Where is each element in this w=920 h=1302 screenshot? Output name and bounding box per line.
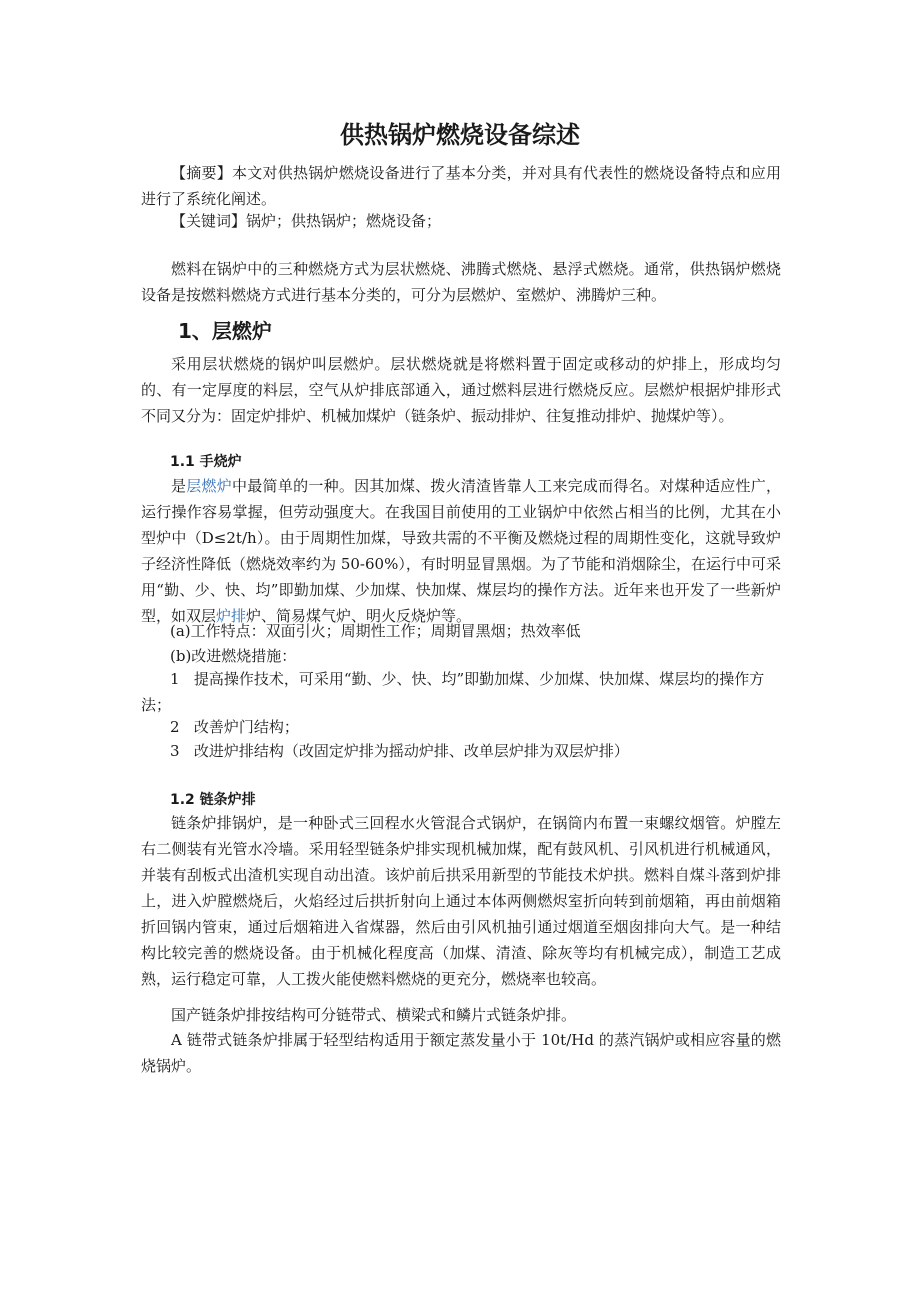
improve-heading: (b)改进燃烧措施： <box>170 647 297 665</box>
text-segment: 是 <box>171 477 187 495</box>
section-1-2-paragraph-3: A 链带式链条炉排属于轻型结构适用于额定蒸发量小于 10t/Hd 的蒸汽锅炉或相应容量的燃烧锅炉。 <box>141 1031 781 1075</box>
section-1-paragraph: 采用层状燃烧的锅炉叫层燃炉。层状燃烧就是将燃料置于固定或移动的炉排上，形成均匀的、有一定厚度的料层，空气从炉排底部通入，通过燃料层进行燃烧反应。层燃炉根据炉排形式不同又分为：固定炉排炉、机械加煤炉（链条炉、振动排炉、往复推动排炉、抛煤炉等）。 <box>141 355 781 425</box>
link-lupai[interactable]: 炉排 <box>216 607 247 625</box>
keywords: 【关键词】锅炉；供热锅炉；燃烧设备； <box>171 212 442 230</box>
feature-line: (a)工作特点：双面引火；周期性工作；周期冒黑烟；热效率低 <box>170 622 581 640</box>
section-1-heading: 1、层燃炉 <box>178 319 272 343</box>
section-1-2-paragraph: 链条炉排锅炉，是一种卧式三回程水火管混合式锅炉，在锅筒内布置一束螺纹烟管。炉膛左右二侧装有光管水冷墙。采用轻型链条炉排实现机械加煤，配有鼓风机、引风机进行机械通风，并装有刮板式出渣机实现自动出渣。该炉前后拱采用新型的节能技术炉拱。燃料自煤斗落到炉排上，进入炉膛燃烧后，火焰经过后拱折射向上通过本体两侧燃烬室折向转到前烟箱，再由前烟箱折回锅内管束，通过后烟箱进入省煤器，然后由引风机抽引通过烟道至烟囱排向大气。是一种结构比较完善的燃烧设备。由于机械化程度高（加煤、清渣、除灰等均有机械完成），制造工艺成熟，运行稳定可靠，人工拨火能使燃料燃烧的更充分，燃烧率也较高。 <box>141 814 781 988</box>
section-1-1-heading: 1.1 手烧炉 <box>170 454 242 470</box>
text-segment: 中最简单的一种。因其加煤、拨火清渣皆靠人工来完成而得名。对煤种适应性广，运行操作容易掌握，但劳动强度大。在我国目前使用的工业锅炉中依然占相当的比例，尤其在小型炉中（D≤2t/h）。由于周期性加煤，导致共需的不平衡及燃烧过程的周期性变化，这就导致炉子经济性降低（燃烧效率约为 50-60%），有时明显冒黑烟。为了节能和消烟除尘，在运行中可采用“勤、少、快、均”即勤加煤、少加煤、快加煤、煤层均的操作方法。近年来也开发了一些新炉型，如双层 <box>141 477 781 625</box>
document-title: 供热锅炉燃烧设备综述 <box>340 121 580 149</box>
section-1-2-paragraph-2: 国产链条炉排按结构可分链带式、横梁式和鳞片式链条炉排。 <box>171 1006 577 1024</box>
text-segment: 炉、简易煤气炉、明火反烧炉等。 <box>246 607 472 625</box>
abstract: 【摘要】本文对供热锅炉燃烧设备进行了基本分类，并对具有代表性的燃烧设备特点和应用进行了系统化阐述。 <box>141 164 781 208</box>
intro-paragraph: 燃料在锅炉中的三种燃烧方式为层状燃烧、沸腾式燃烧、悬浮式燃烧。通常，供热锅炉燃烧设备是按燃料燃烧方式进行基本分类的，可分为层燃炉、室燃炉、沸腾炉三种。 <box>141 260 781 304</box>
link-cengranlu[interactable]: 层燃炉 <box>186 477 233 495</box>
measure-1: 1 提高操作技术，可采用“勤、少、快、均”即勤加煤、少加煤、快加煤、煤层均的操作方法； <box>141 670 765 714</box>
measure-2: 2 改善炉门结构； <box>170 718 299 736</box>
section-1-2-heading: 1.2 链条炉排 <box>170 792 256 808</box>
section-1-1-paragraph <box>141 473 781 629</box>
measure-3: 3 改进炉排结构（改固定炉排为摇动炉排、改单层炉排为双层炉排） <box>170 742 629 760</box>
